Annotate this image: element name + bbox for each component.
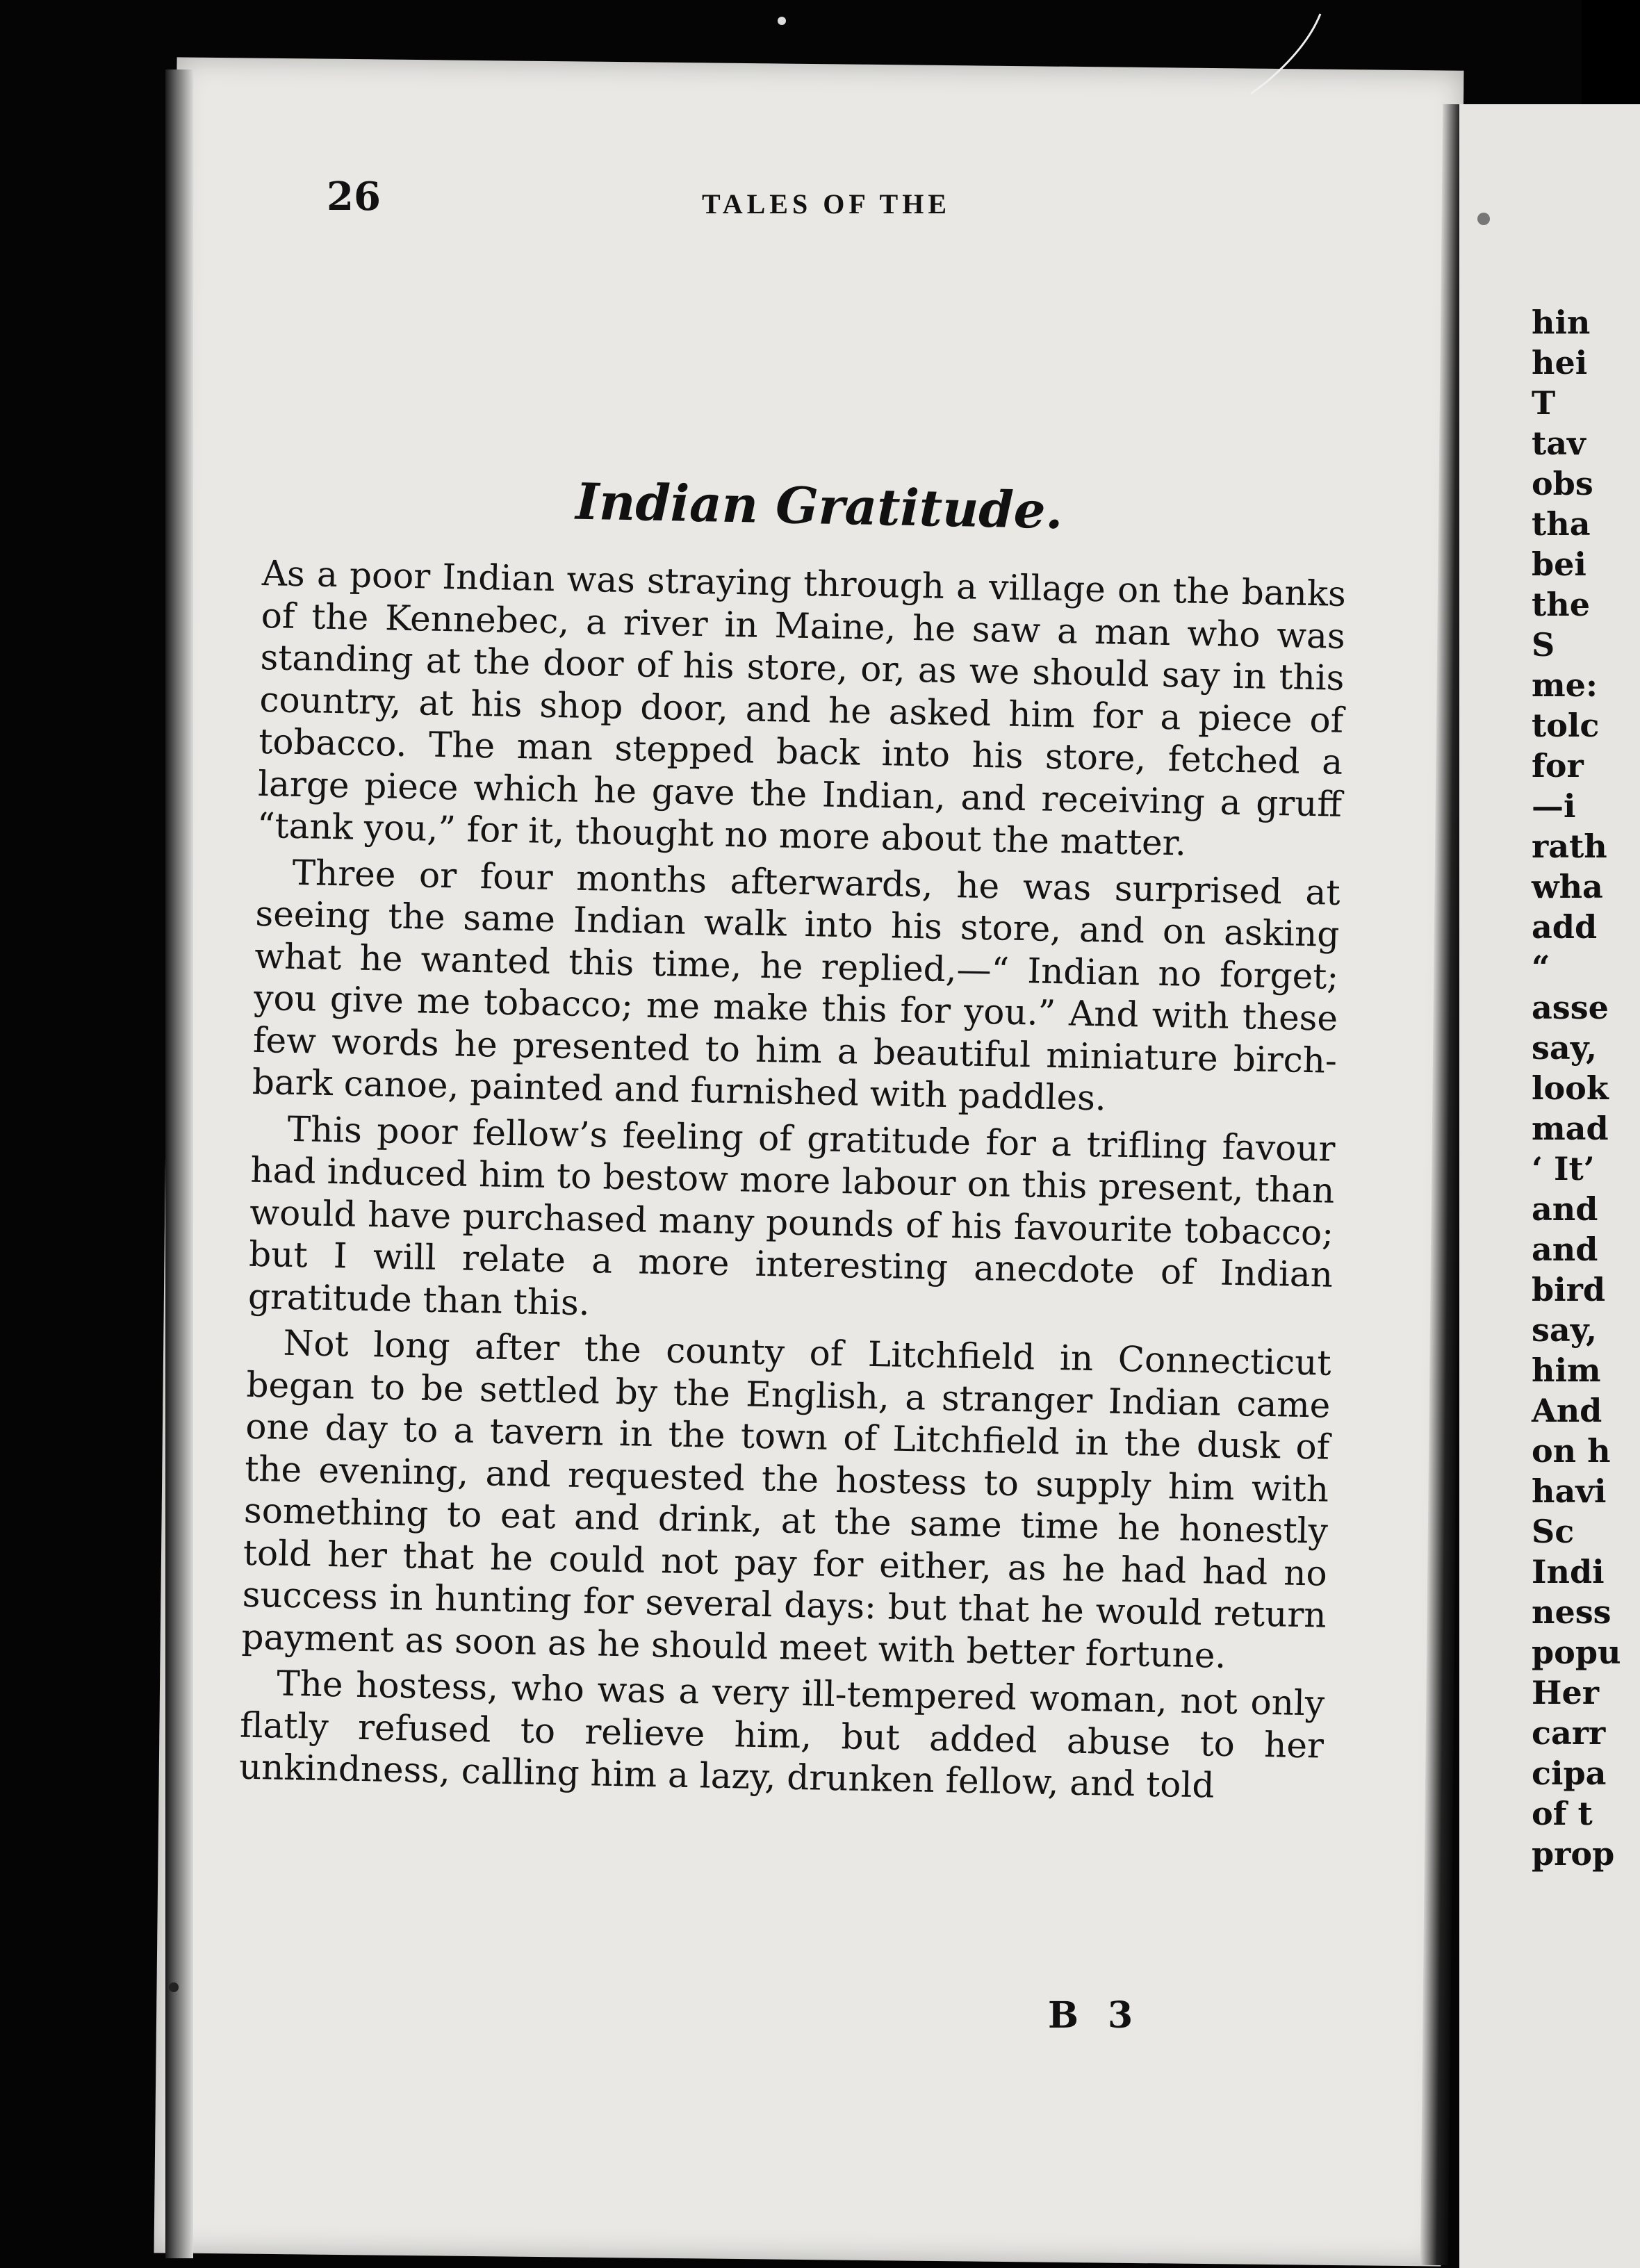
facing-page-fragment: bird: [1532, 1271, 1606, 1308]
facing-page-fragment: “: [1532, 948, 1550, 986]
facing-page: [1459, 104, 1640, 2268]
facing-page-fragment: of t: [1532, 1795, 1593, 1832]
facing-page-fragment: prop: [1532, 1835, 1615, 1873]
facing-page-fragment: add: [1532, 908, 1598, 946]
facing-page-fragment: him: [1532, 1351, 1601, 1389]
facing-page-fragment: and: [1532, 1231, 1598, 1268]
facing-page-fragment: havi: [1532, 1472, 1607, 1510]
facing-page-fragment: cipa: [1532, 1755, 1607, 1792]
facing-page-fragment: carr: [1532, 1714, 1606, 1752]
paragraph: As a poor Indian was straying through a village on the banks of the Kennebec, a river in Maine, he saw a man who was standing at the door of his store, or, as we should say in this country, at his shop door, and he asked him for a piece of tobacco. The man stepped back into his store, fetched a large piece which he gave the Indian, and receiving a gruff “tank you,” for it, thought no more about the matter.: [256, 552, 1347, 864]
facing-page-fragment: on h: [1532, 1432, 1611, 1470]
paragraph: Three or four months afterwards, he was surprised at seeing the same Indian walk into his store, and on asking what he wanted this time, he replied,—“ Indian no forget; you give me tobacco; me make this for you.” And with these few words he presented to him a beautiful miniature birch-bark canoe, painted and furnished with paddles.: [252, 852, 1341, 1119]
facing-page-fragment: for: [1532, 747, 1584, 784]
article-title: Indian Gratitude.: [575, 471, 1064, 541]
facing-page-fragment: the: [1532, 586, 1590, 623]
page-number: 26: [327, 174, 381, 220]
article: [238, 466, 1347, 1809]
facing-page-fragment: T: [1532, 384, 1556, 422]
running-title: TALES OF THE: [702, 188, 951, 220]
facing-page-fragment: Sc: [1532, 1513, 1575, 1550]
facing-page-fragment: ‘ It’: [1532, 1150, 1595, 1188]
facing-page-text: [1532, 302, 1636, 1874]
facing-page-fragment: hei: [1532, 344, 1588, 381]
facing-page-fragment: say,: [1532, 1311, 1598, 1349]
facing-page-fragment: look: [1532, 1069, 1609, 1107]
facing-page-fragment: tolc: [1532, 707, 1600, 744]
facing-page-fragment: me:: [1532, 666, 1598, 704]
facing-page-fragment: And: [1532, 1392, 1602, 1429]
facing-page-fragment: ness: [1532, 1593, 1612, 1631]
facing-page-fragment: rath: [1532, 828, 1607, 865]
facing-page-fragment: and: [1532, 1190, 1598, 1228]
facing-page-fragment: Indi: [1532, 1553, 1605, 1591]
signature-mark: B 3: [1048, 1994, 1142, 2037]
facing-page-fragment: hin: [1532, 304, 1591, 341]
facing-page-fragment: asse: [1532, 989, 1609, 1026]
facing-page-fragment: S: [1532, 626, 1555, 664]
facing-page-fragment: —i: [1532, 787, 1576, 825]
facing-page-fragment: tav: [1532, 425, 1586, 462]
facing-page-fragment: tha: [1532, 505, 1591, 543]
facing-page-fragment: Her: [1532, 1674, 1599, 1711]
facing-page-fragment: bei: [1532, 545, 1586, 583]
paragraph: This poor fellow’s feeling of gratitude for a trifling favour had induced him to bestow more labour on this present, than would have purchased many pounds of his favourite tobacco; but I will relate a more interesting anecdote of Indian gratitude than this.: [247, 1108, 1336, 1323]
paragraph: Not long after the county of Litchfield in Connecticut began to be settled by the English, a stranger Indian came one day to a tavern in the town of Litchfield in the dusk of the evening, and requested the hostess to supply him with something to eat and drink, at the same time he honestly told her that he could not pay for either, as he had had no success in hunting for several days: but that he would return payment as soon as he should meet with better fortune.: [241, 1322, 1332, 1676]
page-edge: [165, 69, 193, 2258]
facing-page-fragment: popu: [1532, 1634, 1621, 1671]
facing-page-fragment: say,: [1532, 1029, 1598, 1067]
paragraph: The hostess, who was a very ill-tempered woman, not only flatly refused to relieve him, but added abuse to her unkindness, calling him a lazy, drunken fellow, and told: [238, 1663, 1325, 1806]
facing-page-fragment: mad: [1532, 1110, 1609, 1147]
facing-page-fragment: obs: [1532, 465, 1593, 502]
facing-page-fragment: wha: [1532, 868, 1603, 905]
